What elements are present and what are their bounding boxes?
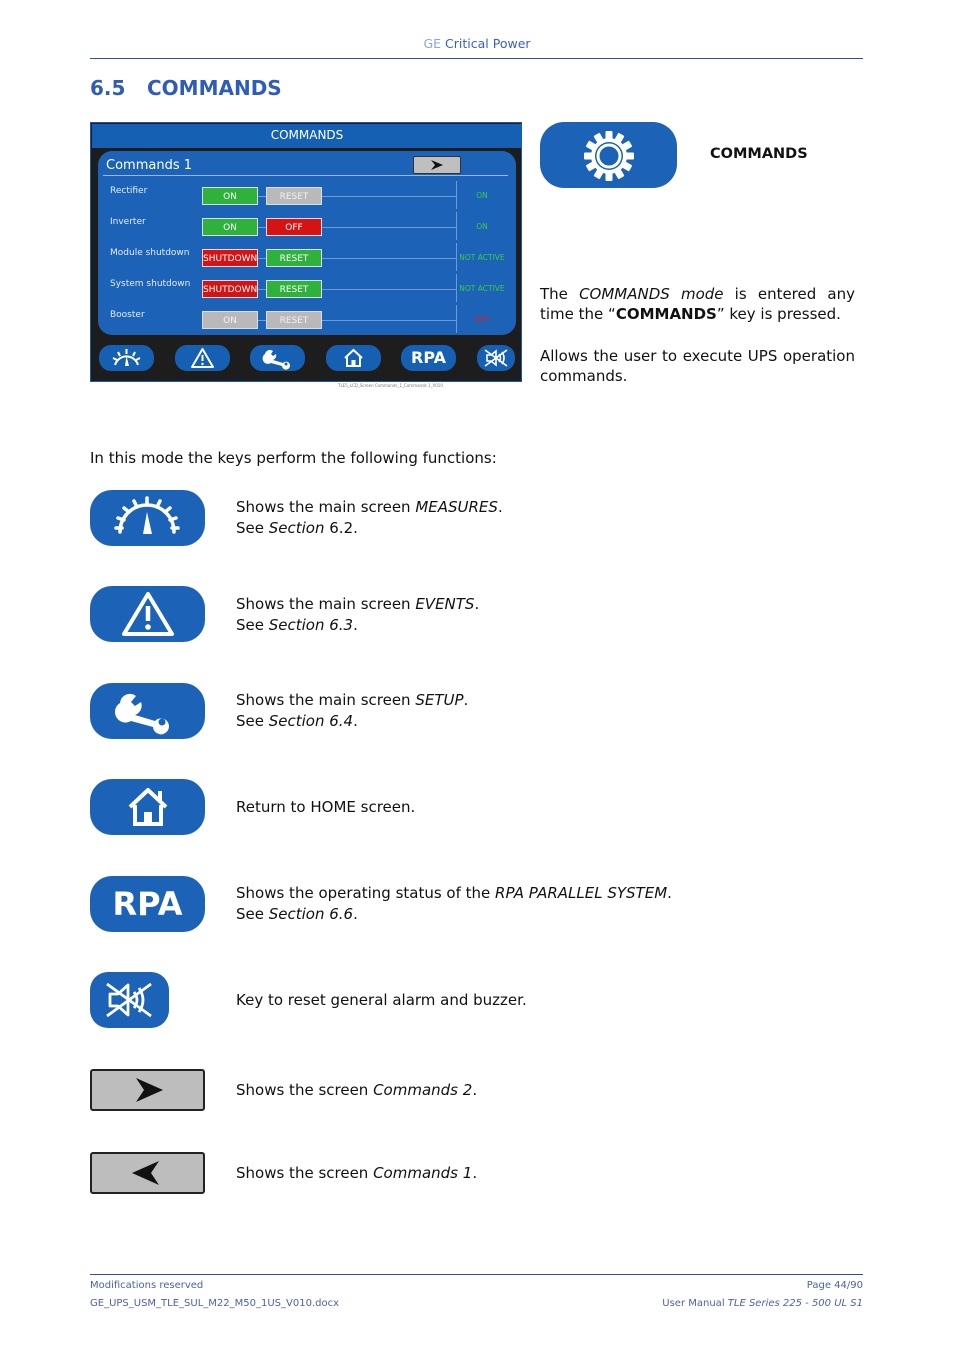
- brand-name: Critical Power: [445, 36, 531, 51]
- text-run: Shows the main screen: [236, 691, 416, 709]
- setup-key[interactable]: [90, 683, 205, 739]
- text-run: Section 6.3: [268, 616, 354, 634]
- rpa-key-mini[interactable]: [401, 345, 456, 371]
- status-divider: [456, 181, 457, 209]
- text-run: The: [540, 285, 580, 303]
- text-run: Shows the operating status of the: [236, 884, 496, 902]
- text-run: Shows the main screen: [236, 498, 416, 516]
- command-button[interactable]: ON: [202, 311, 258, 329]
- command-row-label: Rectifier: [110, 186, 148, 196]
- home-key-description: Return to HOME screen.: [236, 798, 416, 816]
- warning-icon: [90, 586, 205, 642]
- command-button[interactable]: ON: [202, 187, 258, 205]
- command-row-label: System shutdown: [110, 279, 191, 289]
- keys-intro: In this mode the keys perform the following functions:: [90, 449, 497, 467]
- text-run: .: [472, 1164, 478, 1182]
- status-divider: [456, 243, 457, 271]
- text-run: .: [353, 712, 358, 730]
- rpa-label: RPA: [112, 885, 183, 923]
- rpa-label-mini: RPA: [411, 348, 446, 367]
- header-rule: [90, 58, 863, 59]
- arrow-left-icon: [92, 1154, 203, 1192]
- text-run: RPA PARALLEL SYSTEM: [495, 884, 668, 902]
- events-key[interactable]: [90, 586, 205, 642]
- arrow-right-icon: [414, 157, 460, 173]
- text-run: Commands 2: [373, 1081, 473, 1099]
- mute-key-description: Key to reset general alarm and buzzer.: [236, 991, 527, 1009]
- events-key-description: [236, 594, 479, 636]
- section-title: [90, 76, 282, 100]
- setup-key-description: [236, 690, 468, 732]
- footer-rule: [90, 1274, 863, 1275]
- next-screen-button[interactable]: [413, 156, 461, 174]
- command-button[interactable]: OFF: [266, 218, 322, 236]
- rpa-key-description: [236, 883, 672, 925]
- next-key-description: [236, 1080, 477, 1101]
- footer-page: Page 44/90: [806, 1280, 863, 1291]
- text-run: See: [236, 616, 269, 634]
- text-run: Section 6.6: [268, 905, 354, 923]
- text-run: See: [236, 905, 269, 923]
- text-run: .: [474, 595, 480, 613]
- commands-screenshot: [90, 122, 522, 382]
- commands-mode-paragraph: [540, 284, 855, 324]
- warning-icon: [175, 345, 230, 371]
- arrow-right-icon: [92, 1071, 203, 1109]
- gauge-icon: [99, 345, 154, 371]
- text-run: MEASURES: [415, 498, 498, 516]
- command-status: ON: [476, 222, 488, 231]
- setup-key-mini[interactable]: [250, 345, 305, 371]
- command-status: OFF: [474, 315, 490, 324]
- home-key[interactable]: [90, 779, 205, 835]
- text-run: See: [236, 519, 269, 537]
- text-run: Section 6.4: [268, 712, 354, 730]
- panel-title: Commands 1: [106, 158, 192, 173]
- rpa-key[interactable]: [90, 876, 205, 932]
- command-button[interactable]: RESET: [266, 280, 322, 298]
- text-run: 6.2: [324, 519, 354, 537]
- gauge-icon: [90, 490, 205, 546]
- command-button[interactable]: SHUTDOWN: [202, 280, 258, 298]
- footer-modifications: Modifications reserved: [90, 1280, 204, 1291]
- text-run: TLE Series 225 - 500 UL S1: [727, 1298, 863, 1309]
- text-run: .: [667, 884, 672, 902]
- measures-key[interactable]: [90, 490, 205, 546]
- header-brand: [0, 36, 954, 51]
- commands-key-label: COMMANDS: [710, 146, 808, 162]
- events-key-mini[interactable]: [175, 345, 230, 371]
- command-status: NOT ACTIVE: [459, 253, 505, 262]
- text-run: .: [353, 616, 358, 634]
- text-run: ” key is pressed.: [716, 305, 841, 323]
- text-run: See: [236, 712, 269, 730]
- command-row-label: Inverter: [110, 217, 146, 227]
- text-run: COMMANDS mode: [579, 285, 724, 303]
- commands-key[interactable]: [540, 122, 677, 188]
- status-divider: [456, 305, 457, 333]
- command-row-label: Module shutdown: [110, 248, 190, 258]
- text-run: .: [353, 905, 358, 923]
- footer-filename: GE_UPS_USM_TLE_SUL_M22_M50_1US_V010.docx: [90, 1298, 340, 1309]
- screenshot-title: COMMANDS: [92, 124, 522, 148]
- command-status: ON: [476, 191, 488, 200]
- text-run: Shows the main screen: [236, 595, 416, 613]
- home-icon: [90, 779, 205, 835]
- text-run: Section: [268, 519, 325, 537]
- text-run: .: [472, 1081, 478, 1099]
- brand-prefix: GE: [423, 36, 442, 51]
- screenshot-caption: TLE5_LCD_Screen Commands_1_Commands 1_V010: [338, 383, 443, 388]
- text-run: .: [497, 498, 503, 516]
- command-button[interactable]: ON: [202, 218, 258, 236]
- command-button[interactable]: RESET: [266, 187, 322, 205]
- text-run: COMMANDS: [615, 305, 717, 323]
- status-divider: [456, 274, 457, 302]
- section-number: 6.5: [90, 76, 126, 100]
- command-button[interactable]: RESET: [266, 311, 322, 329]
- text-run: .: [353, 519, 358, 537]
- measures-key-mini[interactable]: [99, 345, 154, 371]
- text-run: User Manual: [662, 1298, 728, 1309]
- home-key-mini[interactable]: [326, 345, 381, 371]
- text-run: .: [463, 691, 469, 709]
- commands-panel: [98, 151, 516, 335]
- text-run: Commands 1: [373, 1164, 473, 1182]
- text-run: EVENTS: [415, 595, 475, 613]
- next-screen-key[interactable]: [90, 1069, 205, 1111]
- command-status: NOT ACTIVE: [459, 284, 505, 293]
- wrench-icon: [90, 683, 205, 739]
- command-row-label: Booster: [110, 310, 145, 320]
- text-run: is entered any time the “: [540, 285, 856, 323]
- text-run: Shows the screen: [236, 1164, 374, 1182]
- footer-manual: [662, 1298, 863, 1309]
- mute-icon: [477, 345, 515, 371]
- section-heading: COMMANDS: [147, 76, 282, 100]
- command-button[interactable]: SHUTDOWN: [202, 249, 258, 267]
- commands-purpose-paragraph: Allows the user to execute UPS operation commands.: [540, 347, 855, 385]
- prev-key-description: [236, 1163, 477, 1184]
- panel-divider: [103, 175, 508, 176]
- command-button[interactable]: RESET: [266, 249, 322, 267]
- text-run: Shows the screen: [236, 1081, 374, 1099]
- mute-icon: [90, 972, 169, 1028]
- home-icon: [326, 345, 381, 371]
- mute-key-mini[interactable]: [477, 345, 515, 371]
- wrench-icon: [250, 345, 305, 371]
- measures-key-description: [236, 497, 503, 539]
- gear-icon: [540, 122, 677, 188]
- text-run: SETUP: [415, 691, 464, 709]
- status-divider: [456, 212, 457, 240]
- mute-key[interactable]: [90, 972, 169, 1028]
- prev-screen-key[interactable]: [90, 1152, 205, 1194]
